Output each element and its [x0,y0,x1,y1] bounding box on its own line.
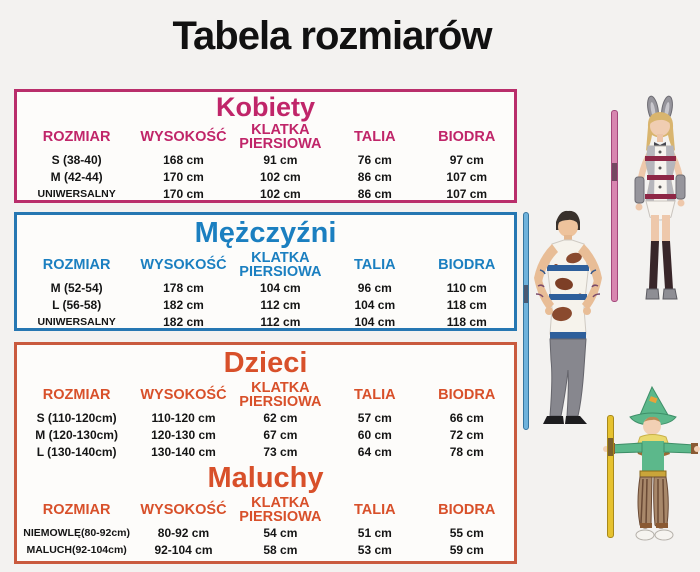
column-headers-toddlers [17,495,514,524]
pole-scale-mark [608,438,613,456]
cell-chest: 54 cm [263,525,298,540]
table-row [17,185,514,202]
cell-size: MALUCH(92-104cm) [26,543,127,556]
cell-height: 182 cm [163,297,204,312]
section-title-women: Kobiety [215,92,315,122]
pole-scale-mark [612,163,617,181]
cell-size: UNIWERSALNY [37,187,116,200]
column-header-height: WYSOKOŚĆ [140,128,227,145]
cell-hips: 118 cm [446,297,487,312]
table-row [17,279,514,296]
section-title-kids: Dzieci [223,347,308,379]
measuring-pole-kids [607,415,614,538]
size-table-women [14,89,517,203]
column-header-size: ROZMIAR [42,501,111,518]
table-row [17,524,514,541]
child-figure-illustration [600,385,700,550]
woman-bunny-costume-icon [605,95,700,307]
cell-hips: 97 cm [449,152,484,167]
cell-size: S (110-120cm) [36,410,117,425]
cell-waist: 51 cm [357,525,392,540]
cell-waist: 60 cm [357,427,392,442]
cell-height: 182 cm [163,314,204,329]
column-header-size: ROZMIAR [42,256,111,273]
cell-waist: 86 cm [357,169,392,184]
column-header-chest: KLATKA PIERSIOWA [239,121,322,152]
section-title-toddlers: Maluchy [207,462,324,494]
cell-height: 130-140 cm [151,444,216,459]
cell-waist: 104 cm [354,297,396,312]
cell-chest: 58 cm [263,542,298,557]
cell-height: 170 cm [163,186,204,201]
table-row [17,426,514,443]
cell-waist: 104 cm [354,314,396,329]
cell-height: 170 cm [163,169,204,184]
cell-hips: 118 cm [446,314,487,329]
cell-hips: 59 cm [449,542,484,557]
cell-waist: 96 cm [357,280,392,295]
cell-height: 120-130 cm [151,427,216,442]
cell-chest: 102 cm [260,169,301,184]
child-gnome-costume-icon [600,385,700,545]
cell-chest: 112 cm [260,314,301,329]
column-header-waist: TALIA [353,501,396,518]
cell-waist: 76 cm [357,152,392,167]
cell-waist: 57 cm [357,410,392,425]
table-row [17,409,514,426]
cell-chest: 112 cm [260,297,301,312]
cell-size: M (52-54) [50,280,103,295]
table-row [17,151,514,168]
column-header-hips: BIODRA [438,256,496,273]
cell-size: S (38-40) [51,152,102,167]
cell-height: 110-120 cm [151,410,216,425]
column-header-chest: KLATKA PIERSIOWA [239,494,322,525]
cell-hips: 107 cm [446,169,488,184]
cell-chest: 73 cm [263,444,298,459]
cell-chest: 102 cm [260,186,301,201]
cell-size: NIEMOWLĘ(80-92cm) [23,526,131,539]
cell-waist: 86 cm [357,186,392,201]
woman-figure-illustration [605,95,700,312]
cell-size: M (120-130cm) [35,427,118,442]
table-row [17,313,514,330]
size-table-kids [14,342,517,564]
cell-hips: 107 cm [446,186,488,201]
cell-height: 168 cm [163,152,204,167]
table-row [17,443,514,460]
column-header-chest: KLATKA PIERSIOWA [239,249,322,280]
column-header-size: ROZMIAR [42,128,111,145]
cell-chest: 104 cm [260,280,301,295]
cell-size: L (56-58) [52,297,102,312]
column-header-waist: TALIA [353,128,396,145]
cell-hips: 110 cm [446,280,487,295]
cell-hips: 78 cm [449,444,484,459]
cell-waist: 64 cm [357,444,392,459]
cell-hips: 55 cm [449,525,484,540]
column-header-waist: TALIA [353,386,396,403]
cell-height: 92-104 cm [154,542,213,557]
column-header-hips: BIODRA [438,128,496,145]
column-header-hips: BIODRA [438,386,496,403]
pole-scale-mark [524,285,528,303]
cell-chest: 91 cm [263,152,298,167]
cell-height: 178 cm [163,280,204,295]
column-header-height: WYSOKOŚĆ [140,501,227,518]
cell-chest: 67 cm [263,427,298,442]
column-headers-men [17,250,514,279]
table-row [17,296,514,313]
column-header-size: ROZMIAR [42,386,111,403]
section-title-men: Mężczyźni [194,217,337,249]
column-header-chest: KLATKA PIERSIOWA [239,379,322,410]
column-header-height: WYSOKOŚĆ [140,256,227,273]
table-row [17,168,514,185]
cell-hips: 66 cm [449,410,484,425]
cell-size: UNIWERSALNY [37,315,116,328]
measuring-pole-women [611,110,618,302]
column-header-hips: BIODRA [438,501,496,518]
measuring-pole-men [523,212,529,430]
column-header-waist: TALIA [353,256,396,273]
size-table-men [14,212,517,331]
cell-size: M (42-44) [50,169,103,184]
table-row [17,541,514,558]
column-headers-women [17,122,514,151]
page-title: Tabela rozmiarów [172,14,492,58]
cell-size: L (130-140cm) [36,444,117,459]
cell-waist: 53 cm [357,542,392,557]
cell-height: 80-92 cm [157,525,210,540]
cell-chest: 62 cm [263,410,298,425]
column-headers-kids [17,380,514,409]
column-header-height: WYSOKOŚĆ [140,386,227,403]
cell-hips: 72 cm [449,427,484,442]
